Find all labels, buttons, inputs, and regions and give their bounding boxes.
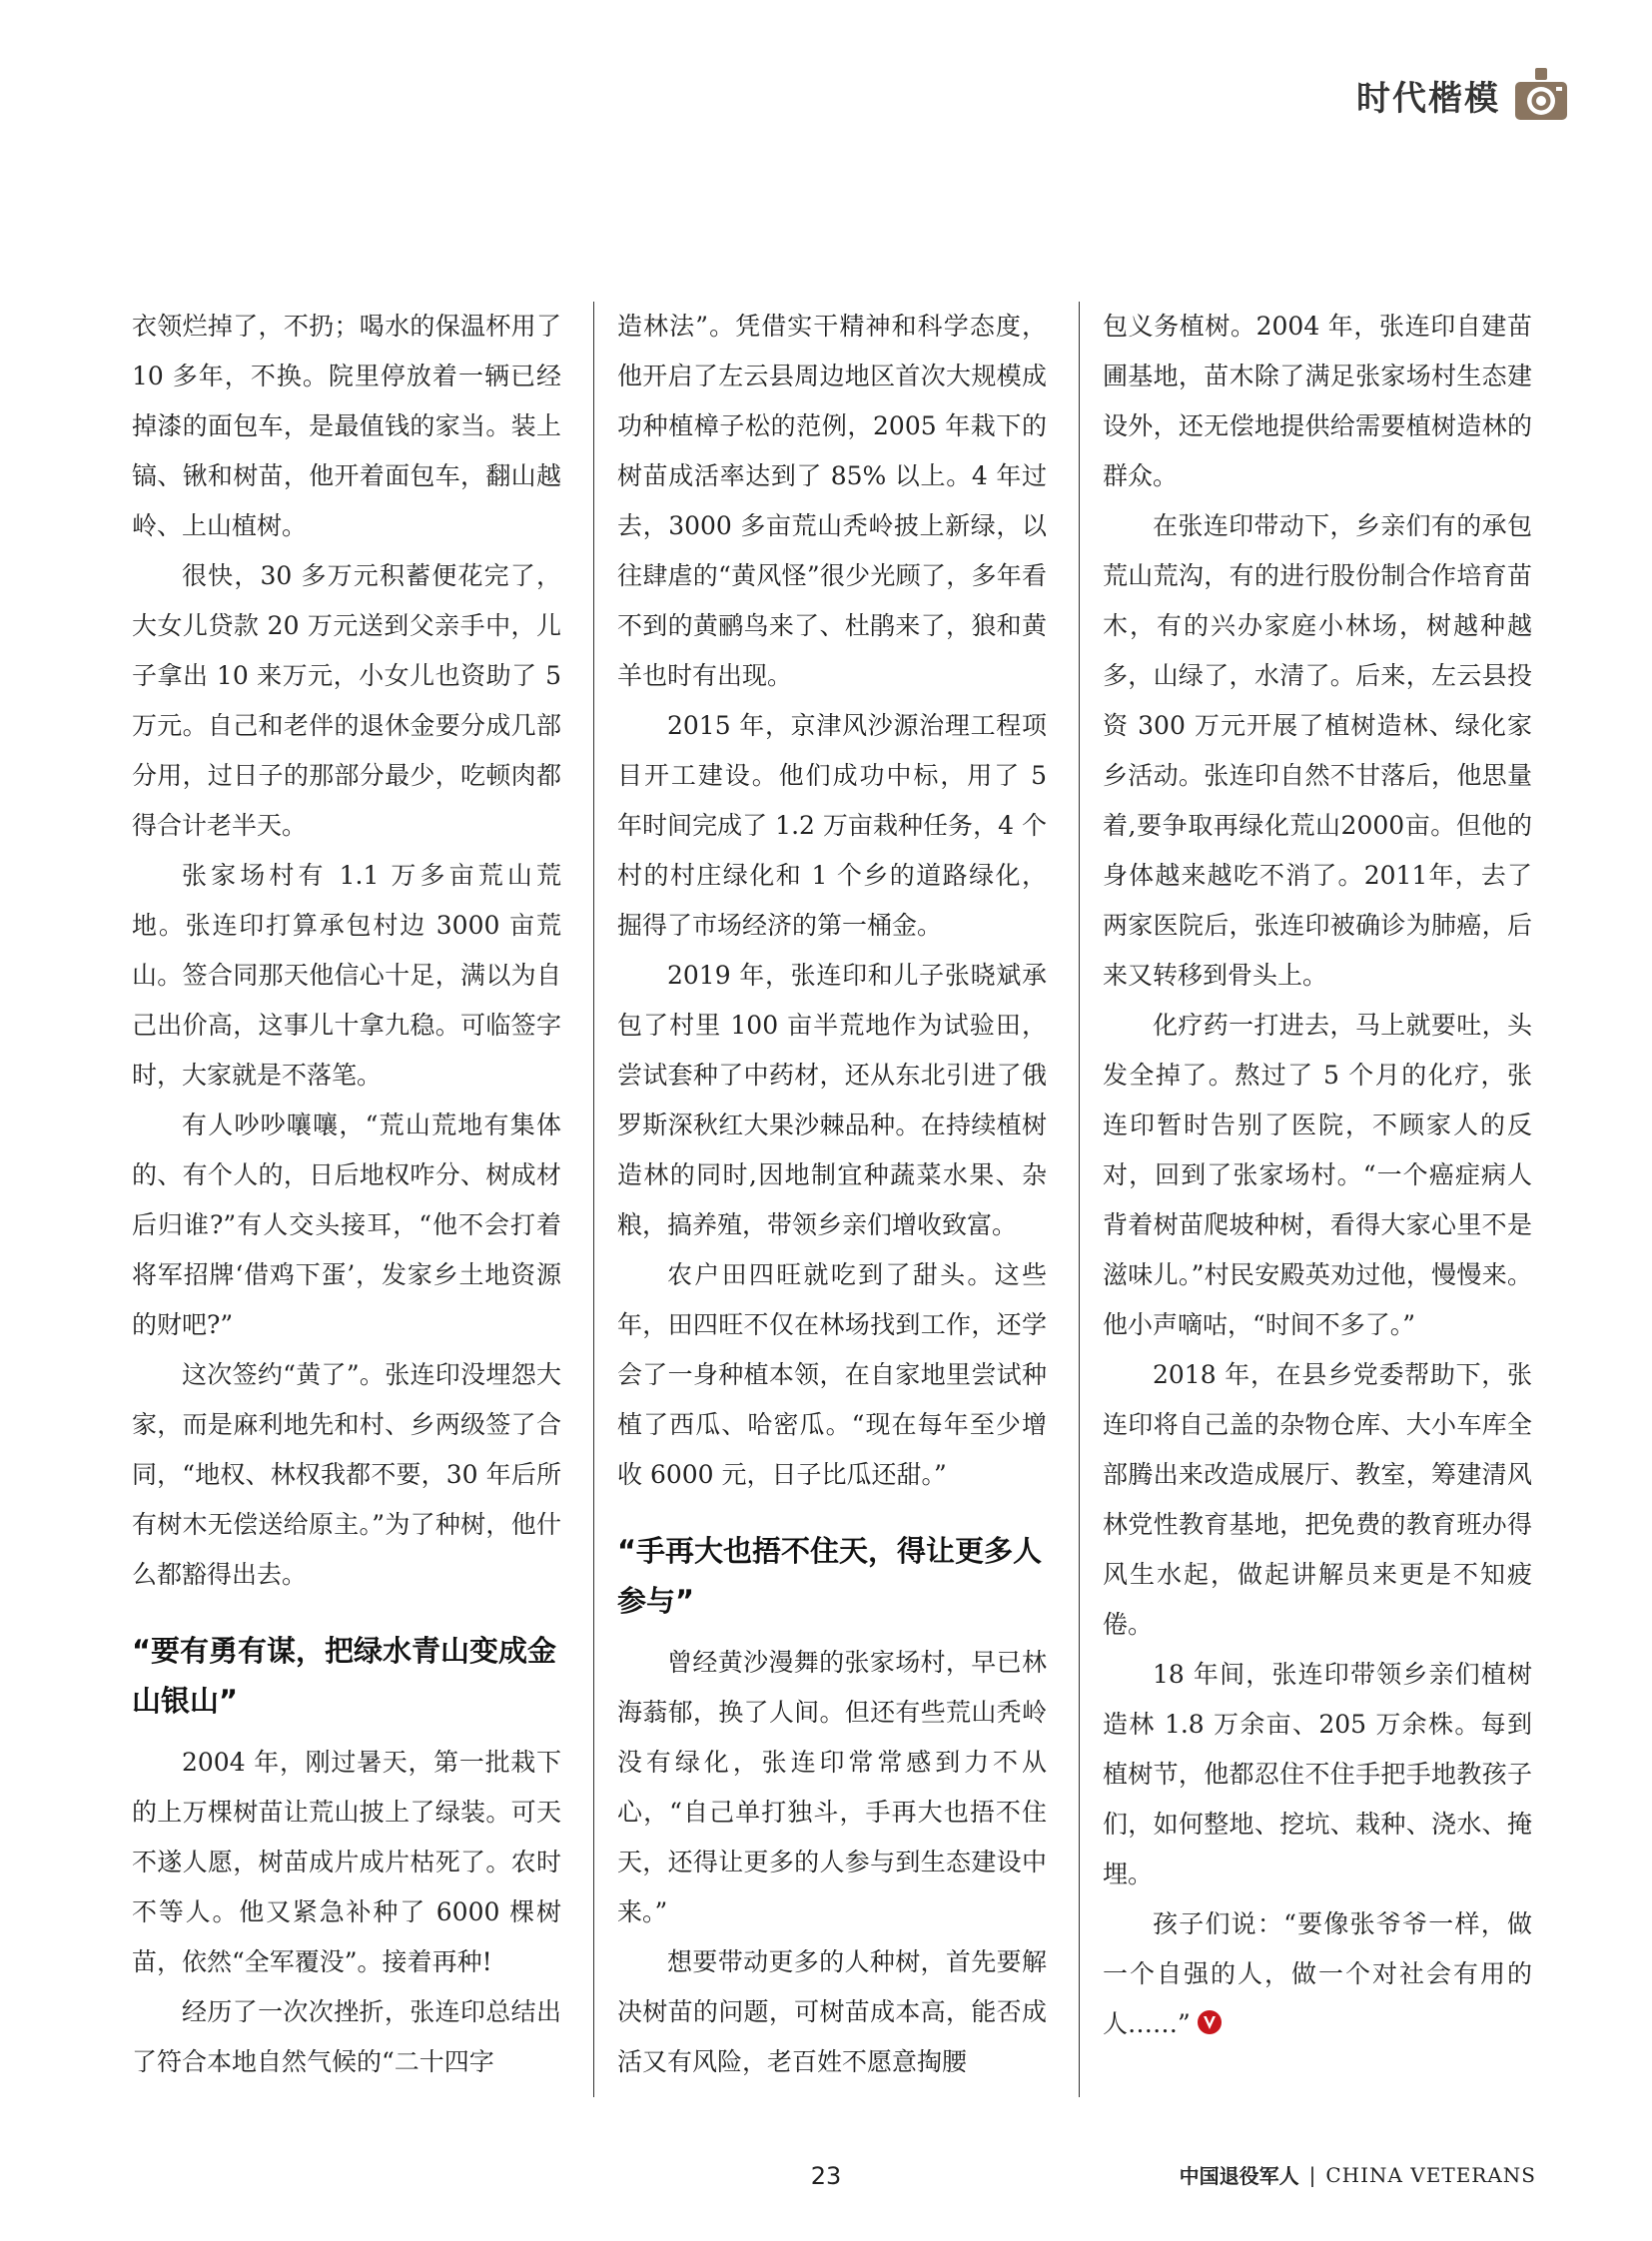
page-header: [1356, 60, 1570, 130]
paragraph-text: 2019 年，张连印和儿子张晓斌承包了村里 100 亩半荒地作为试验田，尝试套种了中药材，还从东北引进了俄罗斯深秋红大果沙棘品种。在持续植树造林的同时,因地制宜种蔬菜水果、杂粮，搞养殖，带领乡亲们增收致富。: [617, 961, 1047, 1239]
page-number: 23: [810, 2162, 842, 2190]
body-paragraph: [132, 1987, 561, 2087]
magazine-name-chinese: 中国退役军人: [1179, 2164, 1299, 2188]
text-column-2: [617, 302, 1047, 2099]
body-paragraph: [617, 701, 1047, 951]
body-paragraph: [617, 1250, 1047, 1500]
paragraph-text: 农户田四旺就吃到了甜头。这些年，田四旺不仅在林场找到工作，还学会了一身种植本领，在自家地里尝试种植了西瓜、哈密瓜。“现在每年至少增收 6000 元，日子比瓜还甜。”: [617, 1260, 1047, 1489]
paragraph-text: 曾经黄沙漫舞的张家场村，早已林海蓊郁，换了人间。但还有些荒山秃岭没有绿化，张连印常常感到力不从心，“自己单打独斗，手再大也捂不住天，还得让更多的人参与到生态建设中来。”: [617, 1648, 1047, 1926]
body-paragraph: [132, 551, 561, 851]
paragraph-text: 在张连印带动下，乡亲们有的承包荒山荒沟，有的进行股份制合作培育苗木，有的兴办家庭小林场，树越种越多，山绿了，水清了。后来，左云县投资 300 万元开展了植树造林、绿化家乡活动。张连印自然不甘落后，他思量着,要争取再绿化荒山2000亩。但他的身体越来越吃不消了。2011年，去了两家医院后，张连印被确诊为肺癌，后来又转移到骨头上。: [1103, 511, 1532, 990]
body-paragraph: [1103, 1001, 1532, 1350]
magazine-v-logo-icon: [1197, 2009, 1223, 2035]
body-paragraph: [1103, 501, 1532, 1001]
paragraph-text: 包义务植树。2004 年，张连印自建苗圃基地，苗木除了满足张家场村生态建设外，还无偿地提供给需要植树造林的群众。: [1103, 312, 1532, 490]
paragraph-text: 衣领烂掉了，不扔；喝水的保温杯用了 10 多年，不换。院里停放着一辆已经掉漆的面包车，是最值钱的家当。装上镐、锹和树苗，他开着面包车，翻山越岭、上山植树。: [132, 312, 561, 540]
body-paragraph: [617, 1937, 1047, 2087]
paragraph-text: 化疗药一打进去，马上就要吐，头发全掉了。熬过了 5 个月的化疗，张连印暂时告别了医院，不顾家人的反对，回到了张家场村。“一个癌症病人背着树苗爬坡种树，看得大家心里不是滋味儿。”村民安殿英劝过他，慢慢来。他小声嘀咕，“时间不多了。”: [1103, 1011, 1532, 1339]
paragraph-text: 经历了一次次挫折，张连印总结出了符合本地自然气候的“二十四字: [132, 1997, 561, 2076]
paragraph-text: “手再大也捂不住天，得让更多人参与”: [617, 1534, 1043, 1618]
body-paragraph: [617, 951, 1047, 1250]
section-heading: [132, 1626, 561, 1726]
body-paragraph: [617, 1638, 1047, 1937]
body-paragraph: [1103, 1899, 1532, 2049]
body-paragraph: [132, 302, 561, 551]
text-column-1: [132, 302, 561, 2099]
magazine-name-english: CHINA VETERANS: [1325, 2162, 1536, 2187]
camera-icon: [1512, 66, 1570, 124]
paragraph-text: 这次签约“黄了”。张连印没埋怨大家，而是麻利地先和村、乡两级签了合同，“地权、林权我都不要，30 年后所有树木无偿送给原主。”为了种树，他什么都豁得出去。: [132, 1360, 561, 1589]
body-paragraph: [1103, 1650, 1532, 1899]
paragraph-text: 有人吵吵嚷嚷，“荒山荒地有集体的、有个人的，日后地权咋分、树成材后归谁?”有人交头接耳，“他不会打着将军招牌‘借鸡下蛋’，发家乡土地资源的财吧?”: [132, 1111, 561, 1339]
column-divider: [1079, 302, 1080, 2097]
paragraph-text: 18 年间，张连印带领乡亲们植树造林 1.8 万余亩、205 万余株。每到植树节，他都忍住不住手把手地教孩子们，如何整地、挖坑、栽种、浇水、掩埋。: [1103, 1660, 1532, 1888]
body-paragraph: [132, 1738, 561, 1987]
paragraph-text: 2015 年，京津风沙源治理工程项目开工建设。他们成功中标，用了 5 年时间完成了 1.2 万亩栽种任务，4 个村的村庄绿化和 1 个乡的道路绿化，掘得了市场经济的第一桶金。: [617, 711, 1047, 940]
body-paragraph: [132, 1101, 561, 1350]
body-paragraph: [132, 851, 561, 1101]
paragraph-text: 造林法”。凭借实干精神和科学态度，他开启了左云县周边地区首次大规模成功种植樟子松的范例，2005 年栽下的树苗成活率达到了 85% 以上。4 年过去，3000 多亩荒山秃岭披上新绿，以往肆虐的“黄风怪”很少光顾了，多年看不到的黄鹂鸟来了、杜鹃来了，狼和黄羊也时有出现。: [617, 312, 1047, 690]
paragraph-text: 张家场村有 1.1 万多亩荒山荒地。张连印打算承包村边 3000 亩荒山。签合同那天他信心十足，满以为自己出价高，这事儿十拿九稳。可临签字时，大家就是不落笔。: [132, 861, 561, 1090]
body-paragraph: [132, 1350, 561, 1600]
section-heading: [617, 1526, 1047, 1626]
body-paragraph: [1103, 1350, 1532, 1650]
paragraph-text: 2004 年，刚过暑天，第一批栽下的上万棵树苗让荒山披上了绿装。可天不遂人愿，树苗成片成片枯死了。农时不等人。他又紧急补种了 6000 棵树苗，依然“全军覆没”。接着再种!: [132, 1748, 561, 1976]
text-column-3: [1103, 302, 1532, 2099]
paragraph-text: 孩子们说：“要像张爷爷一样，做一个自强的人，做一个对社会有用的人……”: [1103, 1909, 1532, 2038]
body-paragraph: [1103, 302, 1532, 501]
paragraph-text: “要有勇有谋，把绿水青山变成金山银山”: [132, 1634, 557, 1718]
paragraph-text: 很快，30 多万元积蓄便花完了，大女儿贷款 20 万元送到父亲手中，儿子拿出 10 来万元，小女儿也资助了 5 万元。自己和老伴的退休金要分成几部分用，过日子的那部分最少，吃顿肉都得合计老半天。: [132, 561, 561, 840]
paragraph-text: 想要带动更多的人种树，首先要解决树苗的问题，可树苗成本高，能否成活又有风险，老百姓不愿意掏腰: [617, 1947, 1047, 2076]
magazine-footer: [1180, 2160, 1536, 2189]
body-paragraph: [617, 302, 1047, 701]
section-title: 时代楷模: [1356, 78, 1500, 119]
column-divider: [593, 302, 594, 2097]
paragraph-text: 2018 年，在县乡党委帮助下，张连印将自己盖的杂物仓库、大小车库全部腾出来改造成展厅、教室，筹建清风林党性教育基地，把免费的教育班办得风生水起，做起讲解员来更是不知疲倦。: [1103, 1360, 1532, 1639]
footer-separator: |: [1308, 2162, 1316, 2187]
